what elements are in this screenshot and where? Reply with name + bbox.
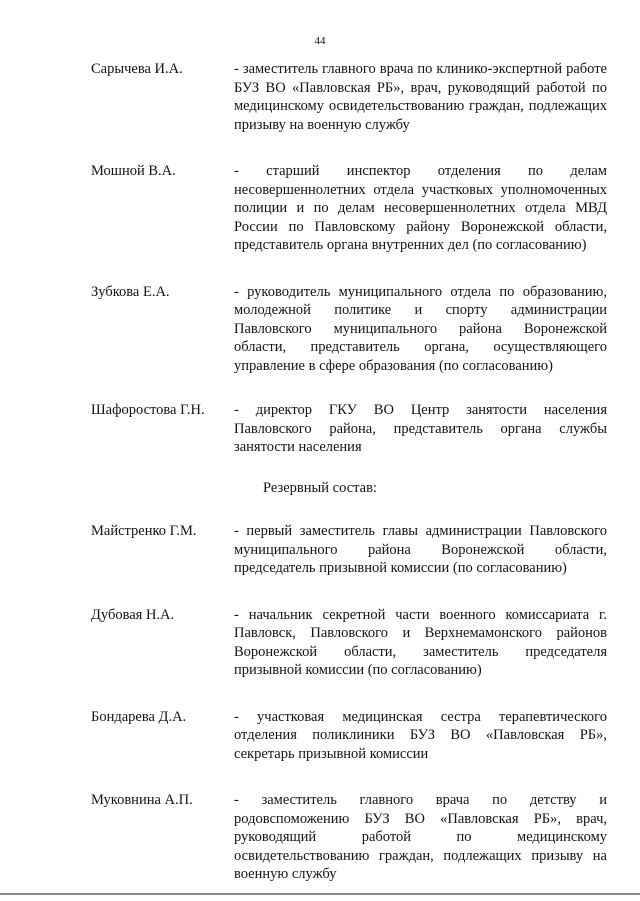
member-description: - старший инспектор отделения по делам несовершеннолетних отдела участковых уполномоченных полиции и по делам несовершеннолетних отдела МВД России по Павловскому району Воронежской области, представитель органа внутренних дел (по согласованию) — [234, 163, 607, 253]
member-description: - заместитель главного врача по клинико-экспертной работе БУЗ ВО «Павловская РБ», врач, руководящий работой по медицинскому освидетельствованию граждан, подлежащих призыву на военную службу — [234, 61, 607, 133]
member-name: Муковнина А.П. — [91, 792, 193, 808]
member-entry — [91, 60, 607, 134]
member-name: Бондарева Д.А. — [91, 708, 187, 725]
member-name: Шафоростова Г.Н. — [91, 402, 205, 418]
member-description: - заместитель главного врача по детству и родовспоможению БУЗ ВО «Павловская РБ», врач, руководящий работой по медицинскому освидетельствованию граждан, подлежащих призыву на военную службу — [234, 792, 607, 882]
member-entry — [91, 162, 607, 255]
page-number: 44 — [314, 35, 326, 47]
member-name: Сарычева И.А. — [91, 61, 183, 77]
member-entry — [91, 791, 607, 884]
member-description: - участковая медицинская сестра терапевтического отделения поликлиники БУЗ ВО «Павловская РБ», секретарь призывной комиссии — [234, 708, 607, 762]
member-name: Дубовая Н.А. — [91, 606, 175, 623]
member-entry — [91, 522, 607, 578]
member-name: Зубкова Е.А. — [91, 283, 170, 300]
member-description: - первый заместитель главы администрации Павловского муниципального района Воронежской области, председатель призывной комиссии (по согласованию) — [234, 523, 607, 576]
reserve-section-title: Резервный состав: — [263, 479, 377, 496]
member-name: Майстренко Г.М. — [91, 523, 197, 539]
commission-list — [0, 60, 640, 884]
member-entry — [91, 401, 607, 457]
scan-bottom-edge — [0, 893, 640, 895]
member-description: - руководитель муниципального отдела по образованию, молодежной политике и спорту администрации Павловского муниципального района Воронежской области, представитель органа, осуществляющего управление в сфере образования (по согласованию) — [234, 283, 607, 374]
member-description: - начальник секретной части военного комиссариата г. Павловск, Павловского и Верхнемамонского районов Воронежской области, заместитель председателя призывной комиссии (по согласованию) — [234, 606, 607, 678]
member-name: Мошной В.А. — [91, 163, 176, 179]
member-entry — [91, 283, 607, 376]
member-description: - директор ГКУ ВО Центр занятости населения Павловского района, представитель органа службы занятости населения — [234, 402, 607, 455]
member-entry — [91, 606, 607, 680]
member-entry — [91, 708, 607, 764]
